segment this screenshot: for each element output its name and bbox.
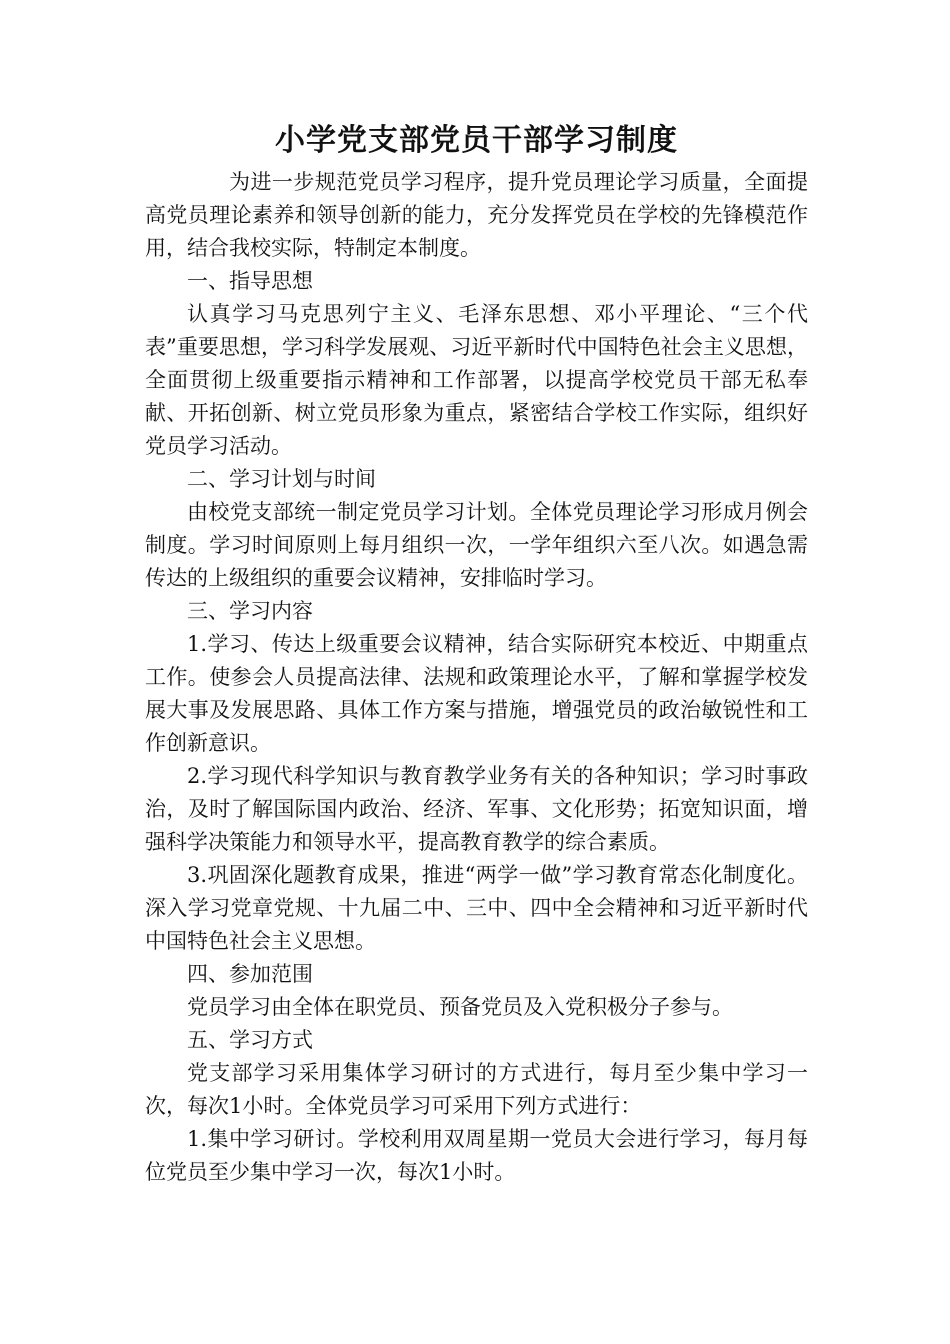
body-paragraph: 党员学习由全体在职党员、预备党员及入党积极分子参与。 xyxy=(187,995,733,1019)
document-page xyxy=(145,118,808,1189)
section-heading-plan-and-time: 二、学习计划与时间 xyxy=(187,467,376,491)
body-paragraph: 由校党支部统一制定党员学习计划。全体党员理论学习形成月例会制度。学习时间原则上每月组织一次，一学年组织六至八次。如遇急需传达的上级组织的重要会议精神，安排临时学习。 xyxy=(145,500,808,590)
list-item: 1.集中学习研讨。学校利用双周星期一党员大会进行学习，每月每位党员至少集中学习一次，每次1小时。 xyxy=(145,1127,808,1184)
section-heading-content: 三、学习内容 xyxy=(187,599,313,623)
list-item: 2.学习现代科学知识与教育教学业务有关的各种知识；学习时事政治，及时了解国际国内政治、经济、军事、文化形势；拓宽知识面，增强科学决策能力和领导水平，提高教育教学的综合素质。 xyxy=(145,764,808,854)
intro-paragraph: 为进一步规范党员学习程序，提升党员理论学习质量，全面提高党员理论素养和领导创新的能力，充分发挥党员在学校的先锋模范作用，结合我校实际，特制定本制度。 xyxy=(145,170,808,260)
section-heading-guiding-thought: 一、指导思想 xyxy=(187,269,313,293)
body-paragraph: 党支部学习采用集体学习研讨的方式进行，每月至少集中学习一次，每次1小时。全体党员学习可采用下列方式进行： xyxy=(145,1061,808,1118)
list-item: 3.巩固深化题教育成果，推进“两学一做”学习教育常态化制度化。深入学习党章党规、十九届二中、三中、四中全会精神和习近平新时代中国特色社会主义思想。 xyxy=(145,863,808,953)
document-title: 小学党支部党员干部学习制度 xyxy=(275,123,678,158)
section-heading-scope: 四、参加范围 xyxy=(187,962,313,986)
list-item: 1.学习、传达上级重要会议精神，结合实际研究本校近、中期重点工作。使参会人员提高法律、法规和政策理论水平，了解和掌握学校发展大事及发展思路、具体工作方案与措施，增强党员的政治敏锐性和工作创新意识。 xyxy=(145,632,808,755)
section-heading-method: 五、学习方式 xyxy=(187,1028,313,1052)
body-paragraph: 认真学习马克思列宁主义、毛泽东思想、邓小平理论、“三个代表”重要思想，学习科学发展观、习近平新时代中国特色社会主义思想，全面贯彻上级重要指示精神和工作部署，以提高学校党员干部无私奉献、开拓创新、树立党员形象为重点，紧密结合学校工作实际，组织好党员学习活动。 xyxy=(145,302,808,458)
